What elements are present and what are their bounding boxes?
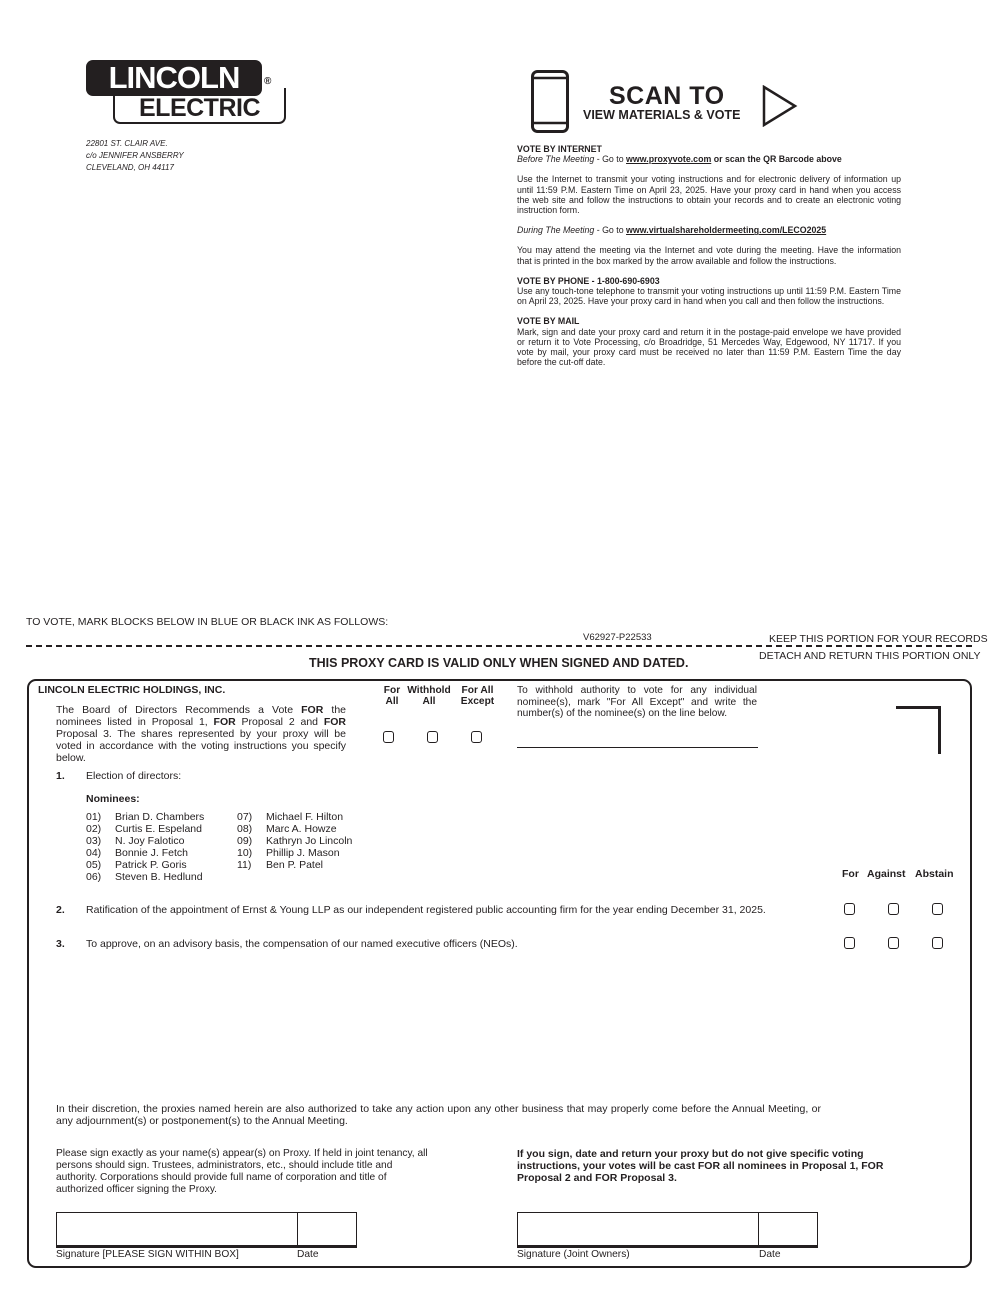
nominee <box>86 871 204 883</box>
logo-lincoln: LINCOLN <box>86 60 262 96</box>
before-meeting-label: Before The Meeting <box>517 154 595 165</box>
text: Phillip J. Mason <box>266 847 340 859</box>
play-arrow-icon <box>762 85 798 127</box>
proposal-3-text: To approve, on an advisory basis, the compensation of our named executive officers (NEOs). <box>86 938 518 950</box>
detach-line <box>26 645 972 647</box>
col-for-all-except <box>456 685 499 707</box>
text: 08) <box>237 823 253 835</box>
date-label: Date <box>297 1249 319 1260</box>
joint-signature-box[interactable] <box>517 1212 759 1248</box>
vote-internet-heading: VOTE BY INTERNET <box>517 144 602 154</box>
company-name: LINCOLN ELECTRIC HOLDINGS, INC. <box>38 684 226 696</box>
col-for-all <box>380 685 404 707</box>
scan-subtitle: VIEW MATERIALS & VOTE <box>583 108 741 122</box>
text: 11) <box>237 859 252 871</box>
nominees-right-list <box>237 811 352 871</box>
checkbox-p3-against[interactable] <box>888 937 899 949</box>
text: FOR <box>323 716 346 728</box>
checkbox-for-all-except[interactable] <box>471 731 482 743</box>
text: Brian D. Chambers <box>115 811 205 823</box>
text: Bonnie J. Fetch <box>115 847 188 859</box>
vote-mail-heading: VOTE BY MAIL <box>517 316 580 327</box>
proposal-3-number: 3. <box>56 938 65 950</box>
nominee <box>86 859 204 871</box>
address-line: c/o JENNIFER ANSBERRY <box>86 151 184 160</box>
col-for: For <box>842 868 859 880</box>
proxyvote-link[interactable]: www.proxyvote.com <box>626 154 712 165</box>
signature-box[interactable] <box>56 1212 298 1248</box>
text: 05) <box>86 859 102 871</box>
text: 02) <box>86 823 102 835</box>
text: 07) <box>237 811 253 823</box>
text: All <box>385 696 399 707</box>
discretion-text: In their discretion, the proxies named herein are also authorized to take any action upon any other business that may properly come before the Annual Meeting, or any adjournment(s) or postponement(s) to the Annual Meeting. <box>56 1103 821 1127</box>
corner-mark <box>896 706 941 754</box>
checkbox-p3-abstain[interactable] <box>932 937 943 949</box>
text: 04) <box>86 847 102 859</box>
nominee <box>86 823 204 835</box>
control-code: V62927-P22533 <box>583 632 652 643</box>
text: 10) <box>237 847 253 859</box>
nominee <box>86 811 204 823</box>
checkbox-p2-abstain[interactable] <box>932 903 943 915</box>
text: 03) <box>86 835 102 847</box>
text: 06) <box>86 871 102 883</box>
text: - Go to <box>594 225 627 236</box>
joint-date-label: Date <box>759 1249 781 1260</box>
board-recommendation <box>56 704 346 764</box>
text: Steven B. Hedlund <box>115 871 203 883</box>
internet-body: Use the Internet to transmit your voting instructions and for electronic delivery of information up until 11:59 P.M. Eastern Time on April 23, 2025. Have your proxy card in hand when you access the web site and follow the instructions to obtain your records and to create an electronic voting instruction form. <box>517 174 901 216</box>
text: The Board of Directors Recommends a Vote <box>56 704 302 716</box>
scan-title: SCAN TO <box>609 82 725 110</box>
text: FOR <box>213 716 236 728</box>
text: Ben P. Patel <box>266 859 324 871</box>
ink-instructions: TO VOTE, MARK BLOCKS BELOW IN BLUE OR BLACK INK AS FOLLOWS: <box>26 616 389 628</box>
phone-icon <box>531 70 569 133</box>
text: All <box>422 696 436 707</box>
nominee <box>86 847 204 859</box>
nominee <box>237 859 352 871</box>
voting-instructions <box>517 144 901 377</box>
sign-instructions: Please sign exactly as your name(s) appear(s) on Proxy. If held in joint tenancy, all persons should sign. Trustees, administrators, etc., should include title and authority. Corporations should provide full name of corporation and title of authorized officer signing the Proxy. <box>56 1148 428 1195</box>
text: 09) <box>237 835 253 847</box>
proposal-1-number: 1. <box>56 770 65 782</box>
text: or scan the QR Barcode above <box>711 154 842 165</box>
nominee <box>86 835 204 847</box>
vote-phone-heading: VOTE BY PHONE - 1-800-690-6903 <box>517 275 660 286</box>
proposal-1-text: Election of directors: <box>86 770 182 782</box>
text: FOR <box>301 704 324 716</box>
proposal-2-text: Ratification of the appointment of Ernst & Young LLP as our independent registered public accounting firm for the year ending December 31, 2025. <box>86 904 766 916</box>
text: Proposal 2 and <box>235 716 324 728</box>
col-against: Against <box>867 868 906 880</box>
date-box[interactable] <box>297 1212 357 1248</box>
during-meeting-label: During The Meeting <box>517 225 595 236</box>
text: Curtis E. Espeland <box>115 823 202 835</box>
phone-body: Use any touch-tone telephone to transmit your voting instructions up until 11:59 P.M. Eastern Time on April 23, 2025. Have your proxy card in hand when you call and then follow the instructions. <box>517 286 901 307</box>
logo-registered-mark: ® <box>264 76 272 87</box>
text: For All <box>461 685 494 696</box>
nominee <box>237 835 352 847</box>
checkbox-p3-for[interactable] <box>844 937 855 949</box>
logo-electric: ELECTRIC <box>113 88 286 124</box>
text: Kathryn Jo Lincoln <box>266 835 353 847</box>
nominee <box>237 811 352 823</box>
text: Patrick P. Goris <box>115 859 187 871</box>
during-body: You may attend the meeting via the Internet and vote during the meeting. Have the information that is printed in the box marked by the arrow available and follow the instructions. <box>517 245 901 266</box>
nominees-left-list <box>86 811 204 883</box>
text: Except <box>460 696 495 707</box>
withhold-nominee-line[interactable] <box>517 747 758 748</box>
withhold-instructions: To withhold authority to vote for any individual nominee(s), mark "For All Except" and write the number(s) of the nominee(s) on the line below. <box>517 685 757 719</box>
text: For <box>383 685 401 696</box>
proposal-2-number: 2. <box>56 904 65 916</box>
default-vote-notice: If you sign, date and return your proxy but do not give specific voting instructions, your votes will be cast FOR all nominees in Proposal 1, FOR Proposal 2 and FOR Proposal 3. <box>517 1148 884 1184</box>
checkbox-p2-for[interactable] <box>844 903 855 915</box>
checkbox-withhold-all[interactable] <box>427 731 438 743</box>
valid-notice: THIS PROXY CARD IS VALID ONLY WHEN SIGNED AND DATED. <box>309 656 689 670</box>
mail-body: Mark, sign and date your proxy card and return it in the postage-paid envelope we have provided or return it to Vote Processing, c/o Broadridge, 51 Mercedes Way, Edgewood, NY 11717. If you vote by mail, your proxy card must be received no later than 11:59 P.M. Eastern Time the day before the cut-off date. <box>517 326 901 368</box>
nominee <box>237 847 352 859</box>
nominee <box>237 823 352 835</box>
col-abstain: Abstain <box>915 868 954 880</box>
text: Withhold <box>407 685 451 696</box>
joint-date-box[interactable] <box>758 1212 818 1248</box>
virtual-meeting-link[interactable]: www.virtualshareholdermeeting.com/LECO2025 <box>626 225 827 236</box>
text: Michael F. Hilton <box>266 811 344 823</box>
text: 01) <box>86 811 102 823</box>
text: the nominees listed in Proposal 1, <box>56 704 346 728</box>
checkbox-p2-against[interactable] <box>888 903 899 915</box>
signature-label: Signature [PLEASE SIGN WITHIN BOX] <box>56 1249 239 1260</box>
checkbox-for-all[interactable] <box>383 731 394 743</box>
detach-portion-text: DETACH AND RETURN THIS PORTION ONLY <box>759 650 981 662</box>
text: N. Joy Falotico <box>115 835 185 847</box>
text: Marc A. Howze <box>266 823 337 835</box>
mailing-address <box>86 138 184 174</box>
text: Proposal 3. The shares represented by your proxy will be voted in accordance with the voting instructions you specify below. <box>56 728 346 764</box>
address-line: CLEVELAND, OH 44117 <box>86 163 174 172</box>
keep-portion-text: KEEP THIS PORTION FOR YOUR RECORDS <box>766 633 991 645</box>
nominees-label: Nominees: <box>86 793 140 805</box>
joint-signature-label: Signature (Joint Owners) <box>517 1249 630 1260</box>
address-line: 22801 ST. CLAIR AVE. <box>86 139 168 148</box>
text: - Go to <box>594 154 627 165</box>
col-withhold-all <box>403 685 455 707</box>
